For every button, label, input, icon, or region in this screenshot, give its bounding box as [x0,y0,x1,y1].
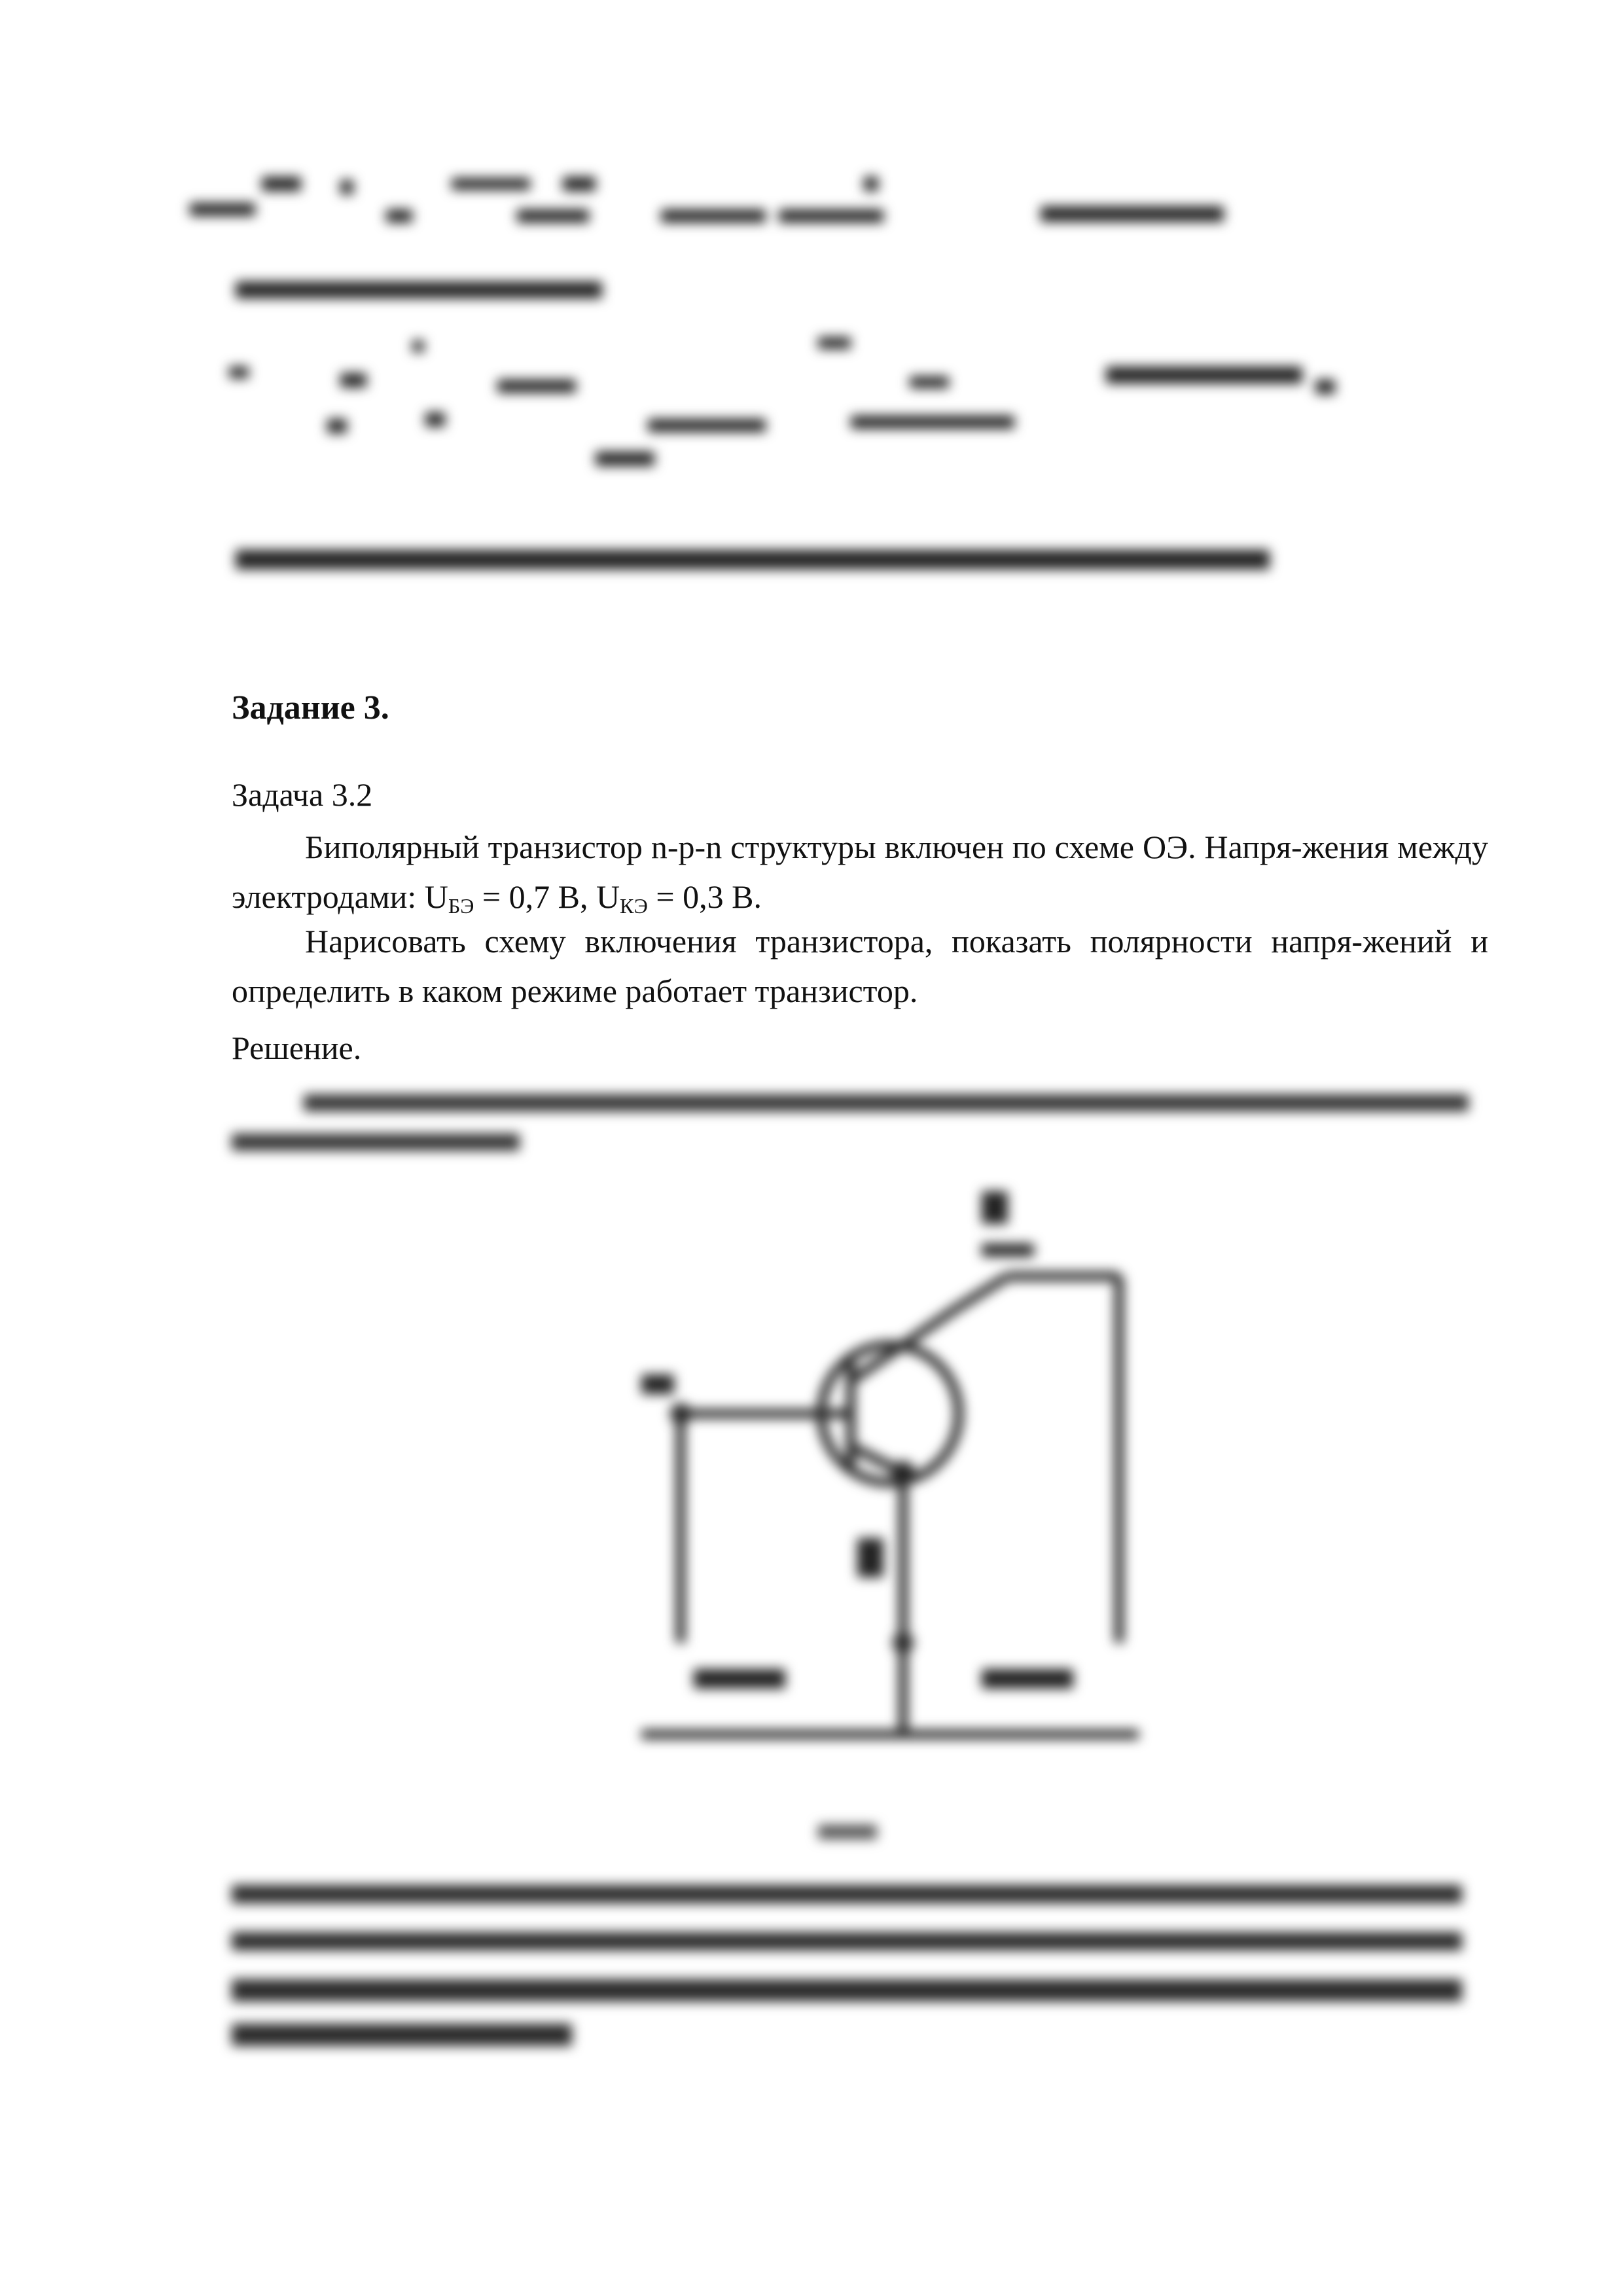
para2-text: Нарисовать схему включения транзистора, показать полярности напря-жений и определить в каком режиме работает транзистор. [232,923,1488,1009]
para1-text-2: = 0,7 В, U [474,878,620,915]
blurred-conclusion-lines [232,1859,1475,2055]
figure-caption-blurred [818,1818,877,1851]
task-subheading: Задача 3.2 [232,776,373,813]
blurred-previous-solution [190,164,1433,622]
solution-label: Решение. [232,1030,362,1066]
para1-text-1: Биполярный транзистор n-p-n структуры включен по схеме ОЭ. Напря-жения между электродами: U [232,829,1488,915]
blurred-formulas [190,164,1433,622]
task-paragraph-2 [232,916,1488,1016]
para1-text-3: = 0,3 В. [647,878,762,915]
blurred-solution-lines [232,1086,1475,1165]
transistor-circuit-diagram [615,1158,1152,1761]
para1-subscript-be: БЭ [448,894,474,918]
blurred-conclusion-text [232,1859,1475,2055]
task-heading: Задание 3. [232,689,389,726]
task-paragraph-1 [232,822,1488,931]
para1-subscript-ke: КЭ [620,894,648,918]
blurred-solution-text [232,1086,1475,1165]
blurred-caption-mark [818,1818,877,1844]
